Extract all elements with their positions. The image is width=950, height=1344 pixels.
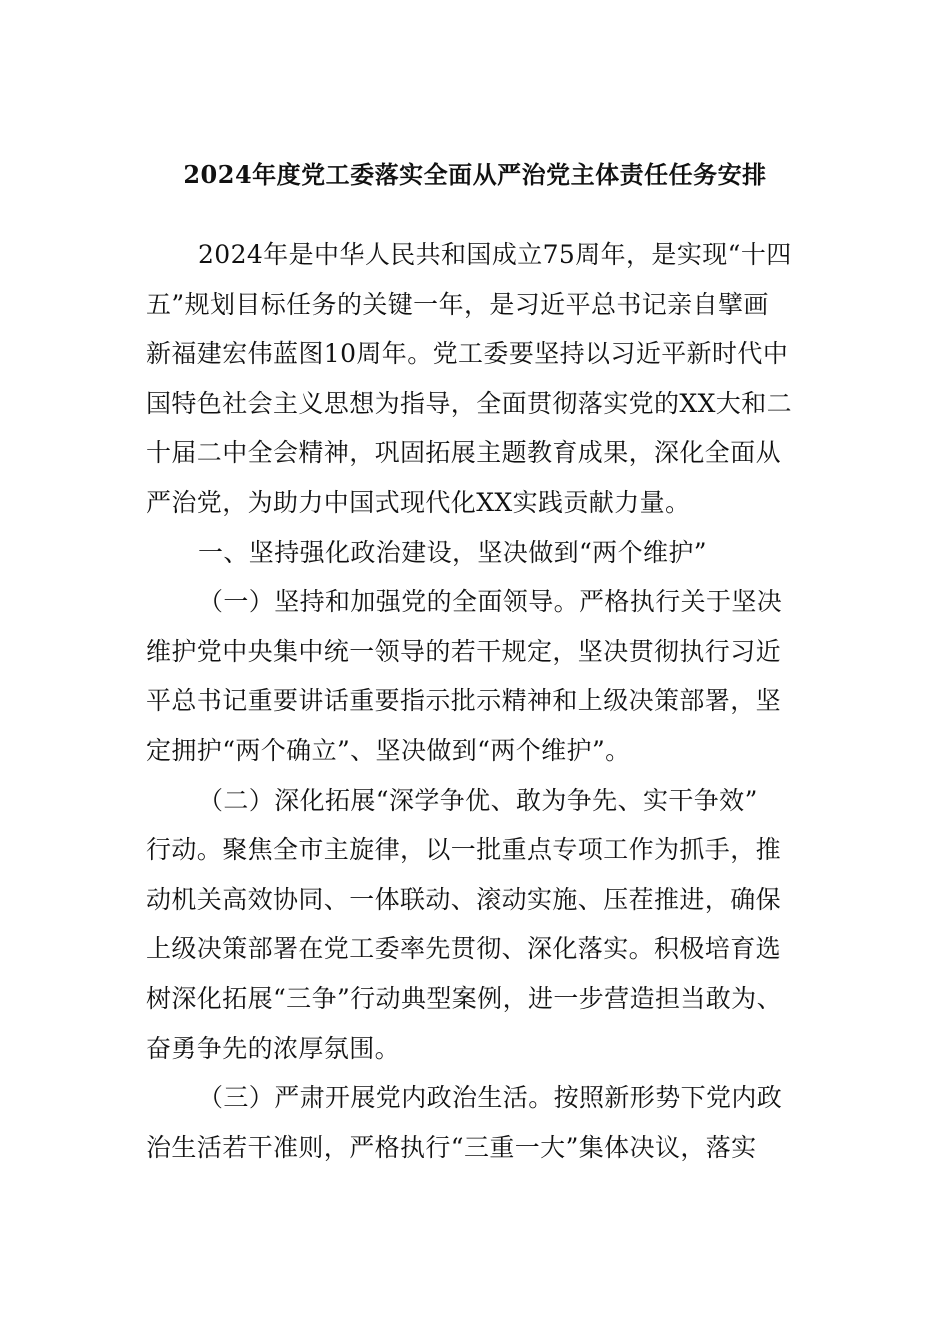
- text-line: 树深化拓展“三争”行动典型案例，进一步营造担当敢为、: [146, 983, 782, 1013]
- text-line: 定拥护“两个确立”、坚决做到“两个维护”。: [146, 735, 631, 765]
- document-body: [146, 230, 806, 1172]
- text-line: 新福建宏伟蓝图10周年。党工委要坚持以习近平新时代中: [146, 339, 789, 369]
- text-line: 上级决策部署在党工委率先贯彻、深化落实。积极培育选: [146, 934, 782, 964]
- text-line: 动机关高效协同、一体联动、滚动实施、压茬推进，确保: [146, 884, 782, 914]
- text-line: 严治党，为助力中国式现代化XX实践贡献力量。: [146, 487, 691, 517]
- text-line: 国特色社会主义思想为指导，全面贯彻落实党的XX大和二: [146, 388, 792, 418]
- text-line: 五”规划目标任务的关键一年，是习近平总书记亲自擘画: [146, 289, 769, 319]
- text-line: 维护党中央集中统一领导的若干规定，坚决贯彻执行习近: [146, 636, 782, 666]
- text-line: 治生活若干准则，严格执行“三重一大”集体决议，落实: [146, 1132, 757, 1162]
- text-line: 2024年是中华人民共和国成立75周年，是实现“十四: [198, 240, 792, 269]
- text-line: 平总书记重要讲话重要指示批示精神和上级决策部署，坚: [146, 686, 782, 716]
- text-line: 奋勇争先的浓厚氛围。: [146, 1033, 401, 1063]
- text-line: 行动。聚焦全市主旋律，以一批重点专项工作为抓手，推: [146, 835, 782, 865]
- text-line: （三）严肃开展党内政治生活。按照新形势下党内政: [198, 1083, 783, 1113]
- text-line: 十届二中全会精神，巩固拓展主题教育成果，深化全面从: [146, 438, 782, 468]
- text-line: 一、坚持强化政治建设，坚决做到“两个维护”: [198, 537, 707, 567]
- text-line: （一）坚持和加强党的全面领导。严格执行关于坚决: [198, 587, 783, 617]
- text-line: （二）深化拓展“深学争优、敢为争先、实干争效”: [198, 785, 758, 815]
- document-title: 2024年度党工委落实全面从严治党主体责任任务安排: [183, 160, 767, 189]
